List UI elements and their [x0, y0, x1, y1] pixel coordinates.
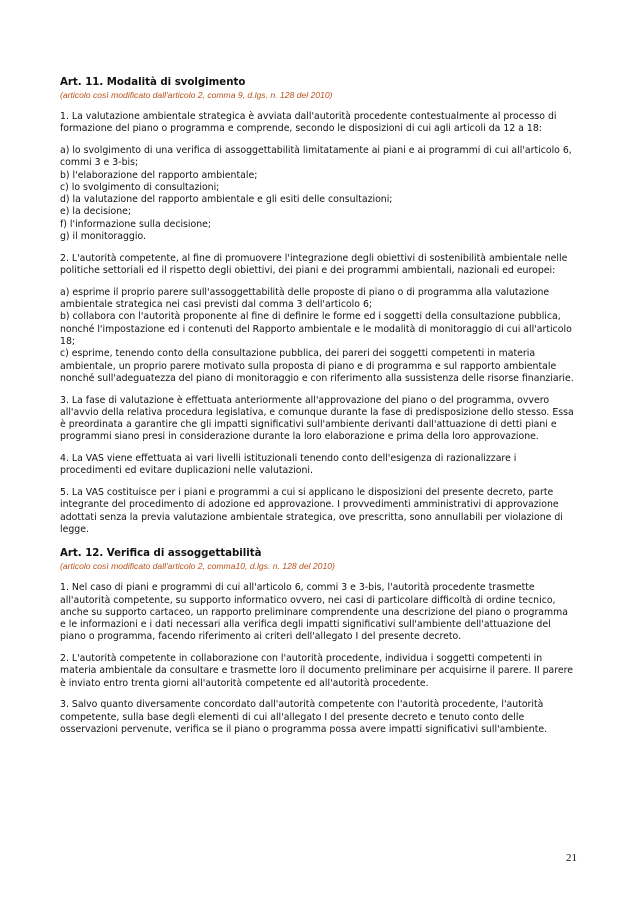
text-line: e) la decisione; — [60, 206, 132, 218]
article-12-amendment-note: (articolo così modificato dall'articolo 2, comma10, d.lgs. n. 128 del 2010) — [60, 561, 335, 572]
text-line: b) collabora con l'autorità proponente al fine di definire le forme ed i soggetti della consultazione pubblica, — [60, 311, 561, 323]
paragraph — [60, 699, 578, 736]
article-11 — [60, 76, 578, 536]
text-line: f) l'informazione sulla decisione; — [60, 218, 212, 230]
text-line: competente, sulla base degli elementi di cui all'allegato I del presente decreto e tenuto conto delle — [60, 711, 525, 723]
text-line: a) esprime il proprio parere sull'assoggettabilità delle proposte di piano o di programma alla valutazione — [60, 286, 550, 298]
text-line: 3. La fase di valutazione è effettuata anteriormente all'approvazione del piano o del programma, ovvero — [60, 394, 550, 406]
paragraph — [60, 453, 578, 478]
text-line: 5. La VAS costituisce per i piani e programmi a cui si applicano le disposizioni del presente decreto, parte — [60, 487, 554, 499]
text-line: formazione del piano o programma e comprende, secondo le disposizioni di cui agli articoli da 12 a 18: — [60, 123, 542, 135]
article-12 — [60, 547, 578, 736]
text-line: a) lo svolgimento di una verifica di assoggettabilità limitatamente ai piani e ai programmi di cui all'articolo 6, — [60, 144, 572, 156]
text-line: è inviato entro trenta giorni all'autorità competente ed all'autorità procedente. — [60, 677, 429, 689]
text-line: nonché sull'adeguatezza del piano di monitoraggio e con riferimento alla sussistenza delle risorse finanziarie. — [60, 372, 574, 384]
text-line: commi 3 e 3-bis; — [60, 157, 139, 169]
text-line: procedimenti ed evitare duplicazioni nelle valutazioni. — [60, 465, 313, 477]
text-line: nonché l'impostazione ed i contenuti del Rapporto ambientale e le modalità di monitoraggio di cui all'articolo — [60, 323, 572, 335]
paragraph — [60, 287, 578, 385]
text-line: 18; — [60, 335, 76, 347]
text-line: c) esprime, tenendo conto della consultazione pubblica, dei pareri dei soggetti competenti in materia — [60, 348, 536, 360]
article-12-body — [60, 582, 578, 736]
paragraph — [60, 145, 578, 243]
text-line: osservazioni pervenute, verifica se il piano o programma possa avere impatti significativi sull'ambiente. — [60, 724, 548, 735]
text-line: 2. L'autorità competente, al fine di promuovere l'integrazione degli obiettivi di sostenibilità ambientale nelle — [60, 252, 568, 264]
text-line: 4. La VAS viene effettuata ai vari livelli istituzionali tenendo conto dell'esigenza di razionalizzare i — [60, 453, 517, 465]
text-line: politiche settoriali ed il rispetto degli obiettivi, dei piani e dei programmi ambientali, nazionali ed europei: — [60, 265, 556, 277]
text-line: all'autorità competente, su supporto informatico ovvero, nei casi di particolare difficoltà di ordine tecnico, — [60, 594, 556, 606]
text-line: programmi siano presi in considerazione durante la loro elaborazione e prima della loro approvazione. — [60, 431, 539, 443]
text-line: g) il monitoraggio. — [60, 231, 146, 243]
paragraph — [60, 582, 578, 643]
text-line: 3. Salvo quanto diversamente concordato dall'autorità competente con l'autorità procedente, l'autorità — [60, 699, 544, 711]
text-line: anche su supporto cartaceo, un rapporto preliminare comprendente una descrizione del piano o programma — [60, 606, 568, 618]
text-line: 1. La valutazione ambientale strategica è avviata dall'autorità procedente contestualmente al processo di — [60, 111, 557, 122]
text-line: ambientale strategica nei casi previsti dal comma 3 dell'articolo 6; — [60, 299, 373, 311]
text-line: integrante del procedimento di adozione ed approvazione. I provvedimenti amministrativi di approvazione — [60, 499, 559, 511]
text-line: materia ambientale da consultare e trasmette loro il documento preliminare per acquisirne il parere. Il parere — [60, 665, 574, 677]
text-line: piano o programma, facendo riferimento ai criteri dell'allegato I del presente decreto. — [60, 631, 462, 643]
paragraph — [60, 253, 578, 278]
text-line: b) l'elaborazione del rapporto ambientale; — [60, 169, 258, 181]
article-11-body — [60, 111, 578, 536]
paragraph — [60, 653, 578, 690]
text-line: 1. Nel caso di piani e programmi di cui all'articolo 6, commi 3 e 3-bis, l'autorità procedente trasmette — [60, 582, 535, 594]
text-line: legge. — [60, 523, 89, 535]
article-11-heading: Art. 11. Modalità di svolgimento — [60, 77, 246, 88]
text-line: adottati senza la previa valutazione ambientale strategica, ove prescritta, sono annullabili per violazione di — [60, 511, 563, 523]
text-line: all'avvio della relativa procedura legislativa, e comunque durante la fase di predisposizione dello stesso. Essa — [60, 406, 574, 418]
paragraph — [60, 487, 578, 536]
text-line: e le informazioni e i dati necessari alla verifica degli impatti significativi sull'ambiente dell'attuazione del — [60, 619, 551, 631]
text-line: d) la valutazione del rapporto ambientale e gli esiti delle consultazioni; — [60, 194, 393, 206]
text-line: c) lo svolgimento di consultazioni; — [60, 181, 220, 193]
page-number: 21 — [566, 852, 577, 864]
paragraph — [60, 395, 578, 444]
document-page — [60, 76, 578, 746]
text-line: è preordinata a garantire che gli impatti significativi sull'ambiente derivanti dall'attuazione di detti piani e — [60, 419, 557, 431]
text-line: ambientale, un proprio parere motivato sulla proposta di piano e di programma e sul rapporto ambientale — [60, 360, 557, 372]
article-11-amendment-note: (articolo così modificato dall'articolo 2, comma 9, d.lgs. n. 128 del 2010) — [60, 90, 333, 100]
article-12-heading: Art. 12. Verifica di assoggettabilità — [60, 548, 262, 560]
paragraph — [60, 111, 578, 136]
text-line: 2. L'autorità competente in collaborazione con l'autorità procedente, individua i soggetti competenti in — [60, 653, 543, 665]
